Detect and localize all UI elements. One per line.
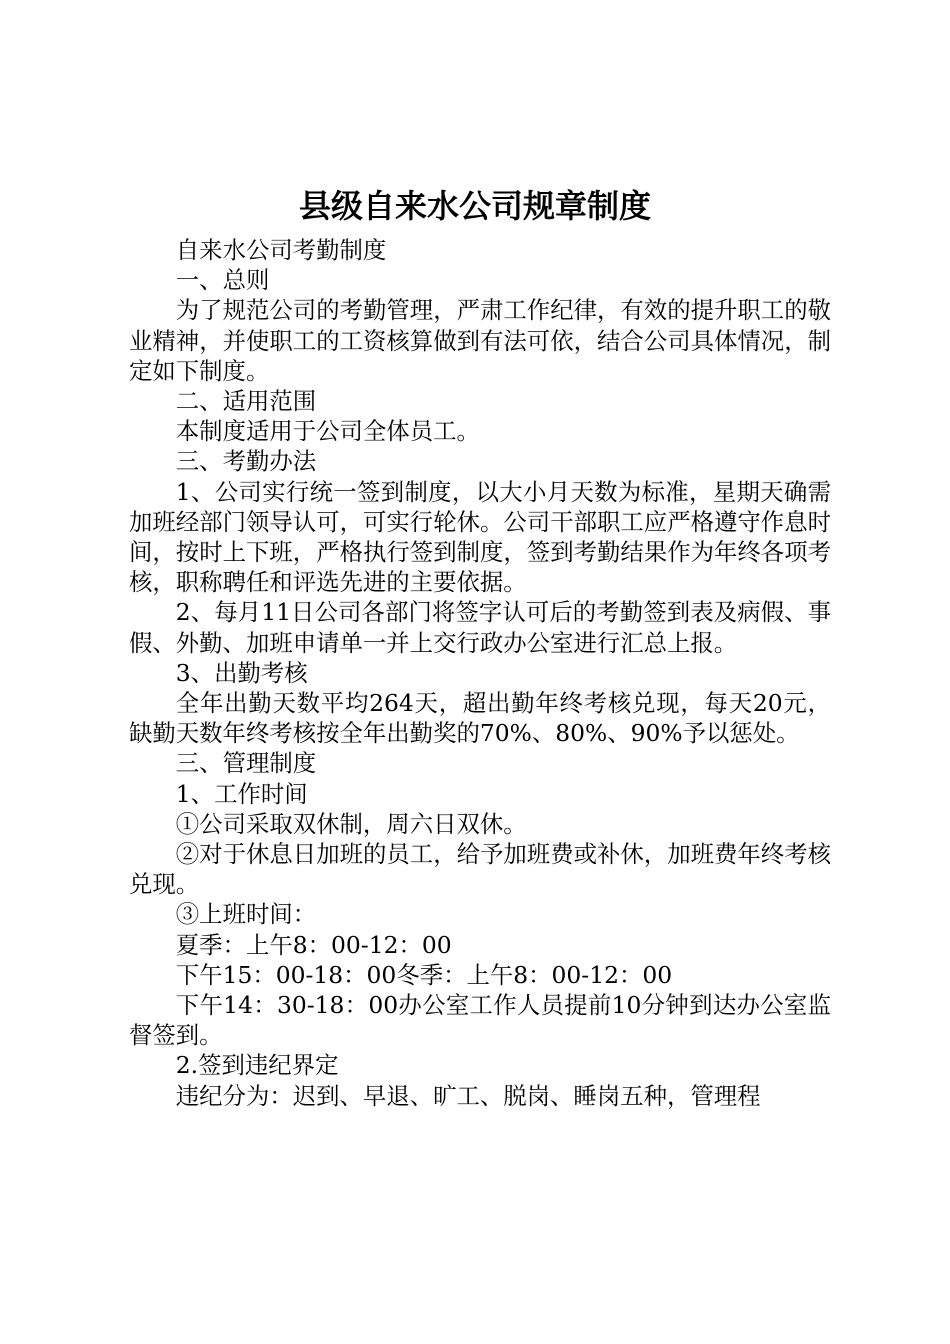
body-paragraph-sign-in-system: 1、公司实行统一签到制度，以大小月天数为标准，星期天确需加班经部门领导认可，可实行轮休。公司干部职工应严格遵守作息时间，按时上下班，严格执行签到制度，签到考勤结果作为年终各项考核，职称聘任和评选先进的主要依据。 [129,477,831,597]
body-paragraph-scope: 本制度适用于公司全体员工。 [175,417,480,446]
section-heading-general: 一、总则 [175,266,270,295]
body-paragraph-attendance-days: 全年出勤天数平均264天，超出勤年终考核兑现，每天20元，缺勤天数年终考核按全年出勤奖的70%、80%、90%予以惩处。 [129,689,831,748]
schedule-line-summer-afternoon-winter-morning: 下午15：00-18：00冬季：上午8：00-12：00 [175,960,673,989]
list-item-office-hours: ③上班时间： [175,900,317,929]
body-paragraph-purpose: 为了规范公司的考勤管理，严肃工作纪律，有效的提升职工的敬业精神，并使职工的工资核算做到有法可依，结合公司具体情况，制定如下制度。 [129,296,831,385]
document-body [129,235,831,1111]
section-heading-scope: 二、适用范围 [175,387,317,416]
schedule-line-winter-afternoon: 下午14：30-18：00办公室工作人员提前10分钟到达办公室监督签到。 [129,991,831,1050]
section-heading-management: 三、管理制度 [175,749,317,778]
list-item-weekend-rest: ①公司采取双休制，周六日双休。 [175,809,527,838]
section-heading-attendance-policy: 自来水公司考勤制度 [175,236,387,264]
subsection-heading-work-hours: 1、工作时间 [175,779,308,808]
body-paragraph-monthly-report: 2、每月11日公司各部门将签字认可后的考勤签到表及病假、事假、外勤、加班申请单一并上交行政办公室进行汇总上报。 [129,598,831,657]
subsection-heading-violations: 2.签到违纪界定 [175,1051,339,1080]
subsection-heading-attendance-review: 3、出勤考核 [175,658,308,687]
schedule-line-summer-morning: 夏季：上午8：00-12：00 [175,930,452,959]
body-paragraph-violation-types: 违纪分为：迟到、早退、旷工、脱岗、睡岗五种，管理程 [175,1081,761,1110]
section-heading-attendance-method: 三、考勤办法 [175,447,317,476]
document-title: 县级自来水公司规章制度 [298,187,651,225]
list-item-overtime: ②对于休息日加班的员工，给予加班费或补休，加班费年终考核兑现。 [129,840,831,899]
